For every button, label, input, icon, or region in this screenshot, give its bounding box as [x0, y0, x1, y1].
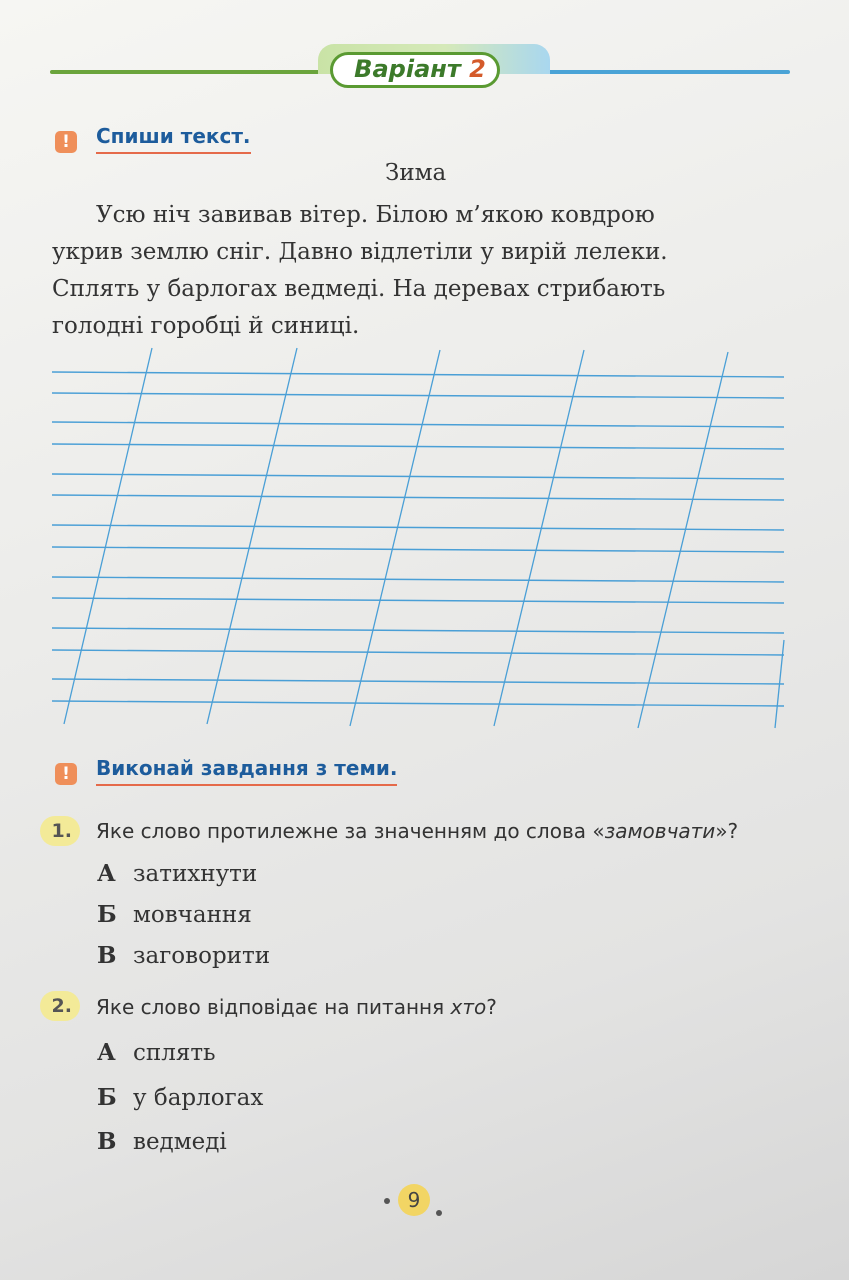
answer-option[interactable]: Б мовчання [97, 901, 252, 928]
text-line: Сплять у барлогах ведмеді. На деревах стрибають [52, 276, 666, 302]
variant-label: Варіант [354, 55, 461, 83]
question-number: 1. [40, 816, 80, 846]
question-number: 2. [40, 991, 80, 1021]
text-line: голодні горобці й синиці. [52, 313, 360, 339]
decor-dot [384, 1198, 390, 1204]
task-heading-copy: Спиши текст. [96, 124, 251, 154]
text-line: укрив землю сніг. Давно відлетіли у вирій лелеки. [52, 239, 668, 265]
answer-option[interactable]: А затихнути [97, 860, 258, 887]
exclamation-icon: ! [55, 763, 77, 785]
page-number: 9 [398, 1184, 430, 1216]
answer-option[interactable]: В заговорити [97, 942, 271, 969]
exclamation-icon: ! [55, 131, 77, 153]
text-line: Усю ніч завивав вітер. Білою м’якою ковдрою [96, 202, 655, 228]
answer-option[interactable]: Б у барлогах [97, 1084, 264, 1111]
variant-number: 2 [469, 55, 486, 83]
question-text: Яке слово відповідає на питання хто? [96, 995, 497, 1019]
text-title: Зима [385, 160, 447, 186]
answer-option[interactable]: В ведмеді [97, 1128, 227, 1155]
answer-option[interactable]: А сплять [97, 1039, 216, 1066]
decor-dot [436, 1210, 442, 1216]
question-text: Яке слово протилежне за значенням до слова «замовчати»? [96, 819, 739, 843]
task-heading-exercises: Виконай завдання з теми. [96, 756, 397, 786]
